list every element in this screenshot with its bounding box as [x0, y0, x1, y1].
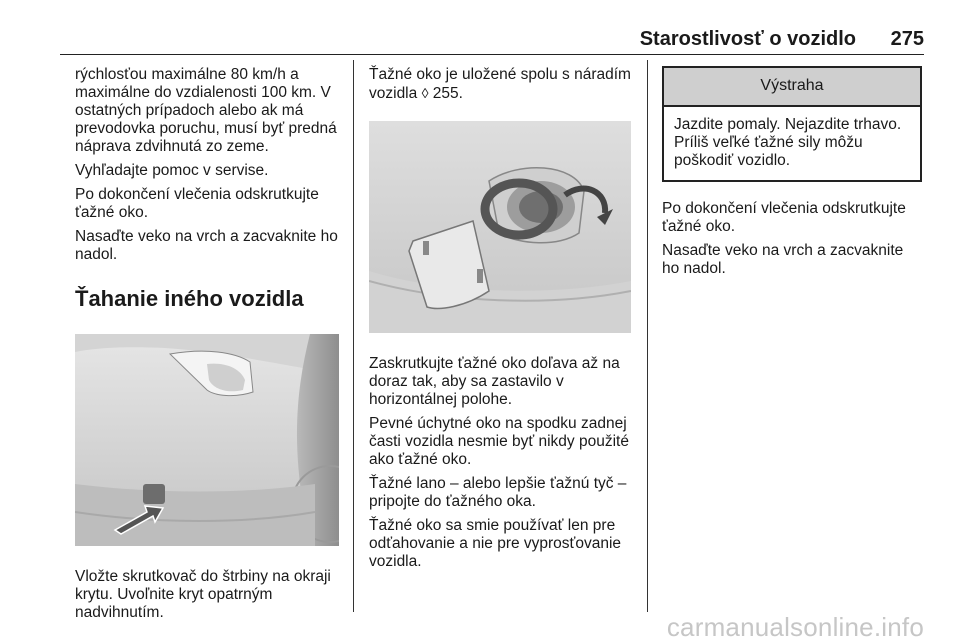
- paragraph: Nasaďte veko na vrch a zacvaknite ho nadol.: [75, 228, 338, 263]
- section-heading: Ťahanie iného vozidla: [75, 286, 304, 311]
- paragraph: Po dokončení vlečenia odskrutkujte ťažné oko.: [75, 186, 319, 221]
- paragraph-text: Ťažné oko je uložené spolu s náradím vozidla: [369, 66, 631, 102]
- warning-title: Výstraha: [664, 68, 920, 107]
- paragraph: Nasaďte veko na vrch a zacvaknite ho nadol.: [662, 242, 904, 277]
- page-header: [60, 26, 924, 52]
- column-divider-2: [647, 60, 648, 612]
- paragraph: Pevné úchytné oko na spodku zadnej časti vozidla nesmie byť nikdy použité ako ťažné oko.: [369, 415, 629, 468]
- column-1: [75, 66, 343, 628]
- header-divider: [60, 54, 924, 55]
- warning-text: Jazdite pomaly. Nejazdite trhavo. Príliš veľké ťažné sily môžu poškodiť vozidlo.: [674, 116, 902, 169]
- arrow-reference-icon: ◊: [421, 85, 429, 101]
- paragraph: Ťažné oko sa smie používať len pre odťahovanie a nie pre vyprosťovanie vozidla.: [369, 517, 622, 570]
- rear-bumper-cover-illustration: [75, 334, 339, 546]
- paragraph: Ťažné lano – alebo lepšie ťažnú tyč – pripojte do ťažného oka.: [369, 475, 627, 510]
- paragraph: Vložte skrutkovač do štrbiny na okraji krytu. Uvoľnite kryt opatrným nadvihnutím.: [75, 568, 331, 621]
- paragraph: Vyhľadajte pomoc v servise.: [75, 162, 269, 179]
- paragraph: Zaskrutkujte ťažné oko doľava až na doraz tak, aby sa zastavilo v horizontálnej polohe.: [369, 355, 620, 408]
- paragraph: Po dokončení vlečenia odskrutkujte ťažné oko.: [662, 200, 906, 235]
- column-3: [662, 66, 924, 284]
- paragraph: rýchlosťou maximálne 80 km/h a maximálne do vzdialenosti 100 km. V ostatných prípadoch alebo ak má prevodovka poruchu, musí byť predná náprava zdvihnutá zo zeme.: [75, 66, 337, 155]
- warning-box: [662, 66, 922, 182]
- page-title: Starostlivosť o vozidlo: [639, 28, 856, 50]
- page-reference[interactable]: 255.: [432, 85, 463, 102]
- column-2: [369, 66, 633, 577]
- page-number: 275: [890, 28, 924, 50]
- paragraph: [369, 66, 633, 103]
- watermark: carmanualsonline.info: [666, 612, 924, 642]
- towing-eye-installation-illustration: [369, 121, 631, 333]
- column-divider-1: [353, 60, 354, 612]
